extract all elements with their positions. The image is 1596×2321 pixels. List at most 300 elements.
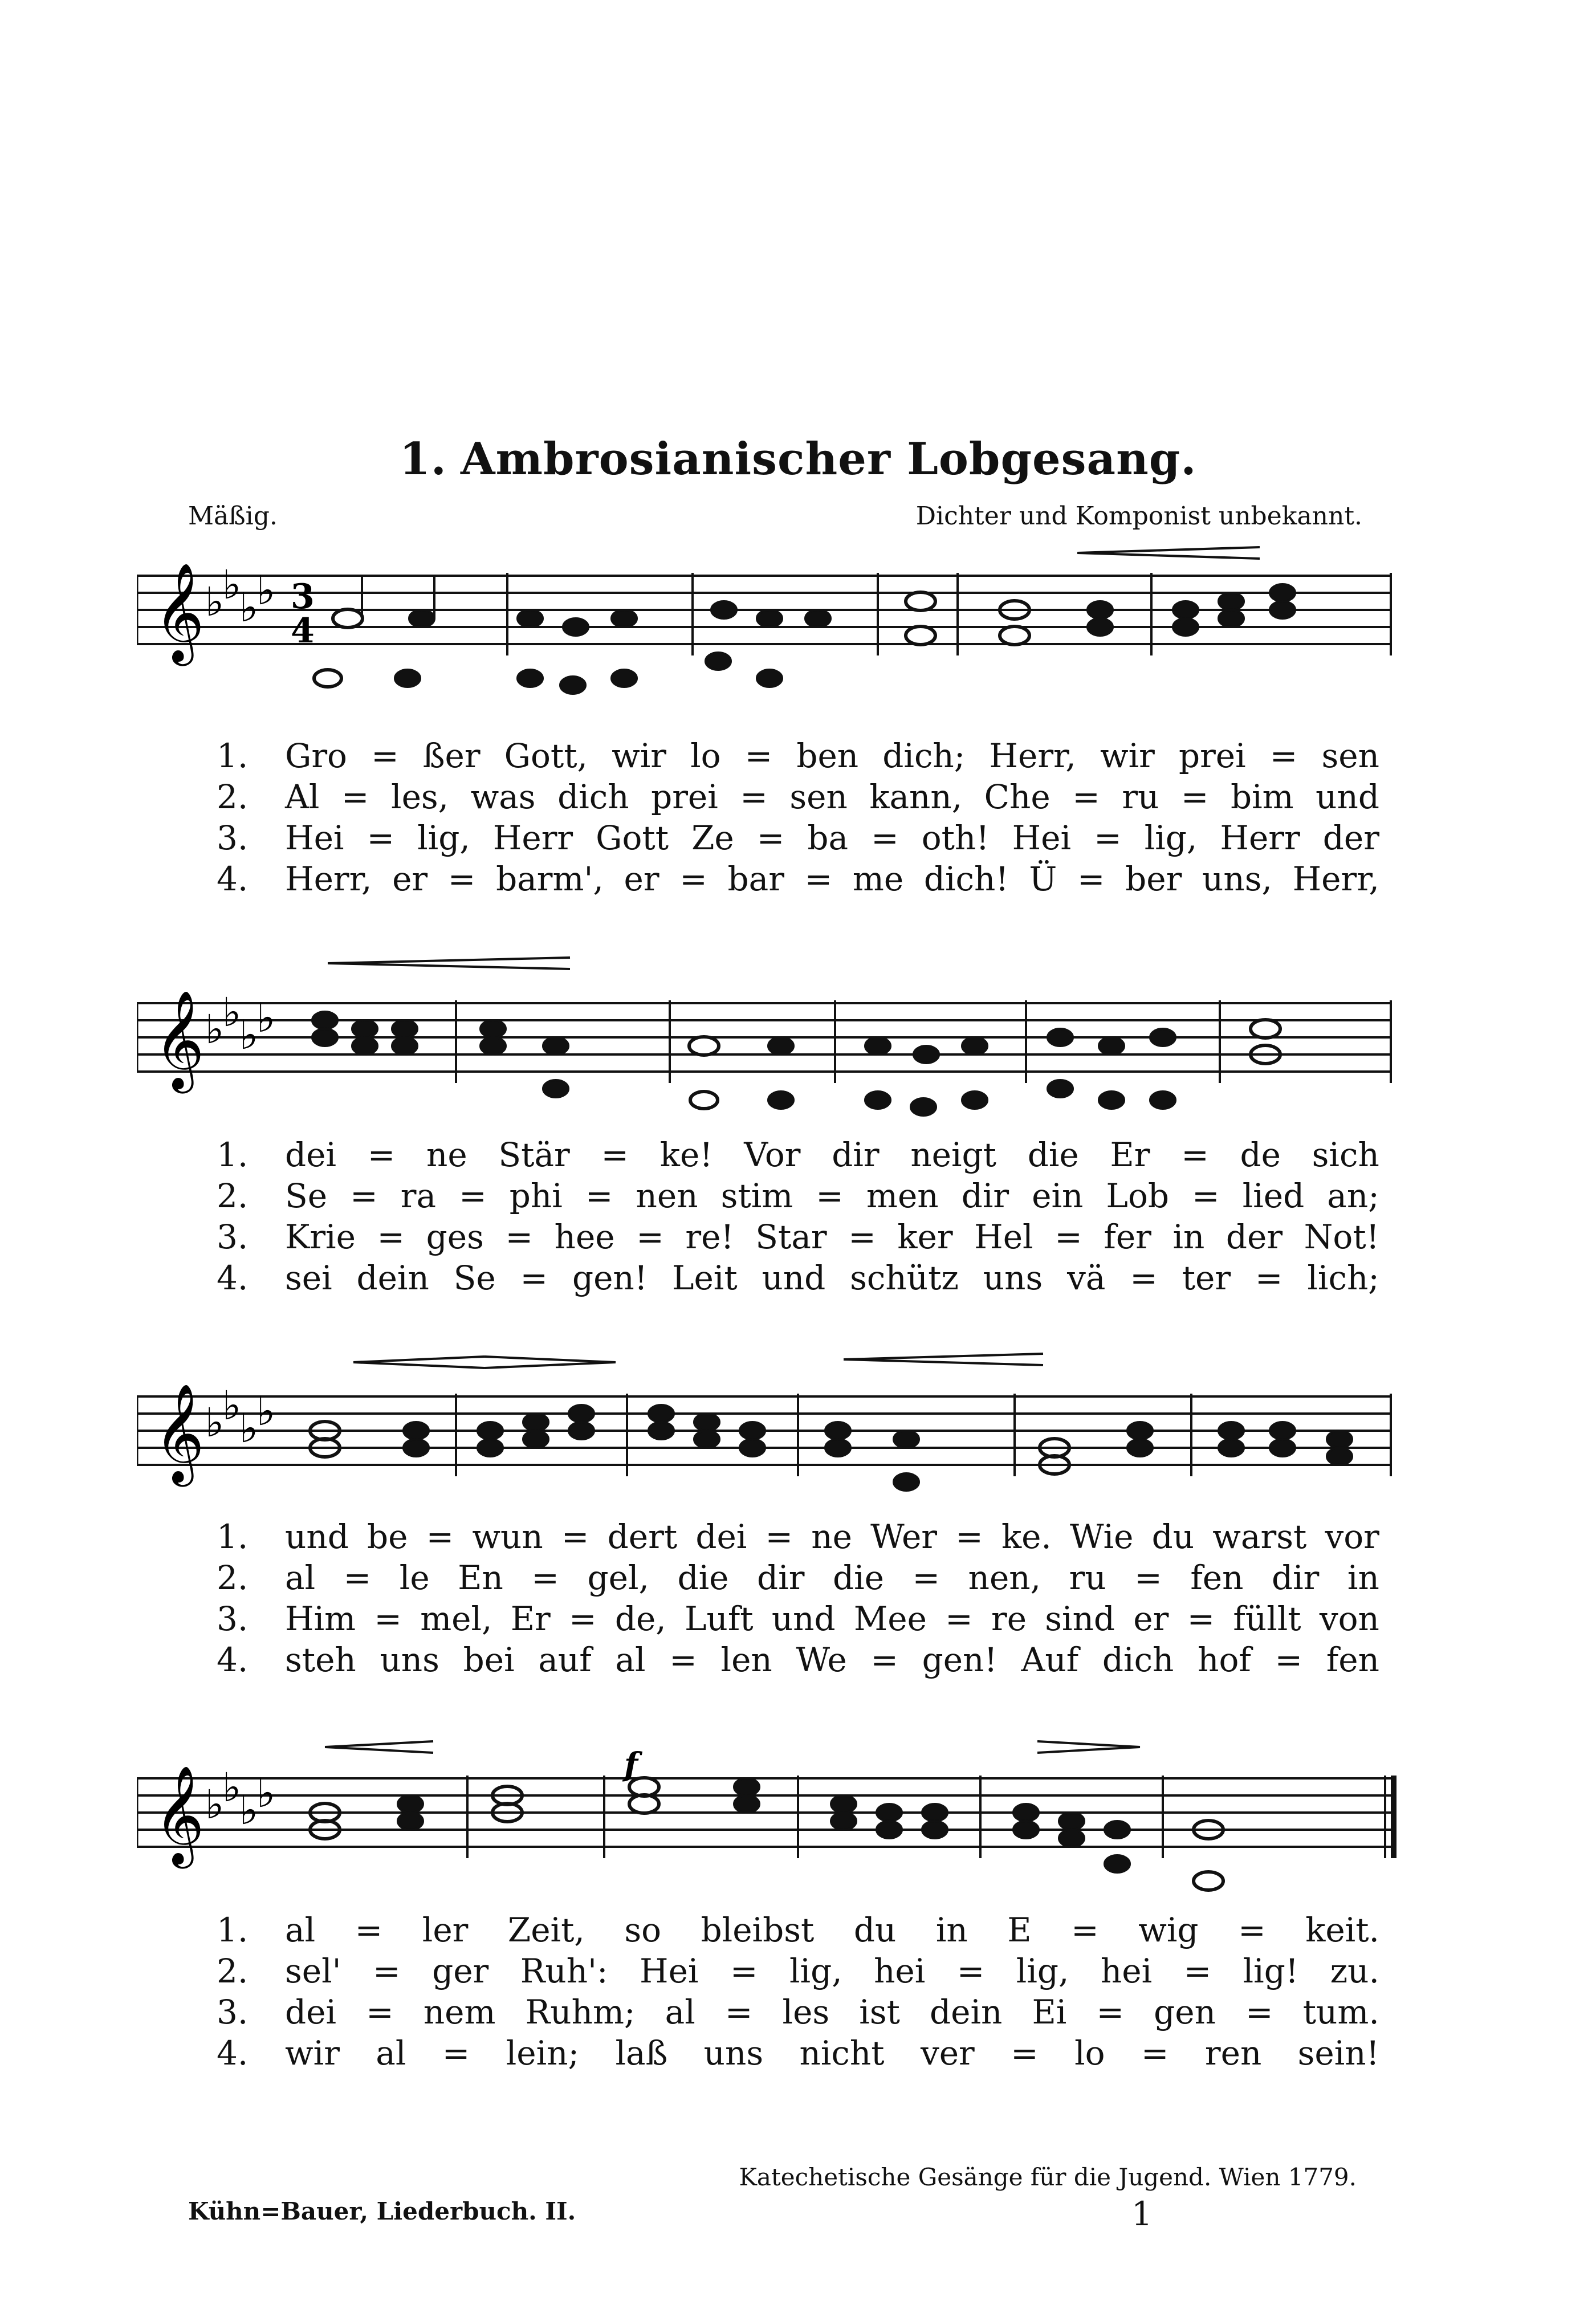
lyric-syllable: und <box>285 1517 349 1556</box>
verse-number: 1. <box>217 1911 249 1949</box>
lyric-syllable: = <box>561 1517 589 1556</box>
lyric-syllable: We <box>796 1640 847 1679</box>
lyric-syllable: = <box>367 1135 396 1174</box>
music-system-1 <box>137 541 1396 701</box>
lyric-syllable: Mee <box>853 1599 927 1638</box>
lyric-syllable: al <box>285 1911 316 1949</box>
lyric-syllable: Herr <box>1220 819 1300 857</box>
verse-number: 4. <box>217 1259 249 1297</box>
lyric-syllable: be <box>367 1517 408 1556</box>
lyric-syllable: Not! <box>1304 1217 1379 1256</box>
lyric-syllable: hof <box>1198 1640 1251 1679</box>
lyric-syllable: lig, <box>417 819 470 857</box>
lyric-syllable: und <box>1316 777 1379 816</box>
lyric-syllable: En <box>458 1558 503 1597</box>
staff-3 <box>137 1345 1396 1510</box>
lyric-syllable: wig <box>1138 1911 1199 1949</box>
lyric-syllable: dert <box>607 1517 678 1556</box>
verse-line <box>217 1175 1379 1216</box>
lyric-syllable: ke! <box>659 1135 713 1174</box>
lyric-syllable: = <box>724 1993 753 2031</box>
verse-line <box>217 817 1379 858</box>
lyric-syllable: lig, <box>1144 819 1198 857</box>
svg-text:♭: ♭ <box>205 579 225 625</box>
verse-line <box>217 1216 1379 1257</box>
time-signature-top: 3 <box>291 577 315 617</box>
lyric-syllable: Hei <box>640 1952 699 1990</box>
lyric-syllable: dir <box>757 1558 805 1597</box>
verse-number: 1. <box>217 1135 249 1174</box>
lyric-syllable: = <box>636 1217 664 1256</box>
lyric-syllable: = <box>459 1176 487 1215</box>
lyric-syllable: und <box>762 1259 826 1297</box>
lyric-syllable: Er <box>510 1599 551 1638</box>
lyric-syllable: Ei <box>1032 1993 1067 2031</box>
lyric-syllable: dein <box>356 1259 429 1297</box>
lyric-syllable: Stär <box>498 1135 570 1174</box>
staff-1 <box>137 541 1396 701</box>
lyric-syllable: füllt <box>1233 1599 1301 1638</box>
lyric-syllable: vä <box>1067 1259 1106 1297</box>
lyric-syllable: so <box>624 1911 662 1949</box>
lyric-syllable: kann, <box>869 777 963 816</box>
verse-number: 3. <box>217 1599 249 1638</box>
lyric-syllable: ler <box>422 1911 469 1949</box>
lyric-syllable: tum. <box>1302 1993 1379 2031</box>
lyric-syllable: de, <box>614 1599 666 1638</box>
verse-number: 1. <box>217 1517 249 1556</box>
verse-number: 4. <box>217 1640 249 1679</box>
lyric-syllable: oth! <box>921 819 990 857</box>
lyric-syllable: = <box>1094 819 1122 857</box>
lyric-syllable: er <box>624 860 659 898</box>
lyric-syllable: und <box>771 1599 836 1638</box>
staff-4 <box>137 1721 1396 1892</box>
lyric-syllable: die <box>832 1558 884 1597</box>
key-signature <box>205 989 275 1058</box>
book-reference: Kühn=Bauer, Liederbuch. II. <box>188 2197 576 2225</box>
lyric-syllable: ist <box>859 1993 900 2031</box>
lyric-syllable: lich; <box>1307 1259 1379 1297</box>
lyric-syllable: ra <box>400 1176 437 1215</box>
svg-text:♭: ♭ <box>239 1405 259 1452</box>
lyric-syllable: sei <box>285 1259 332 1297</box>
treble-clef-icon: 𝄞 <box>154 1765 205 1864</box>
lyric-syllable: steh <box>285 1640 356 1679</box>
lyric-syllable: ges <box>426 1217 484 1256</box>
lyric-syllable: sel' <box>285 1952 341 1990</box>
lyric-syllable: hei <box>874 1952 926 1990</box>
lyric-syllable: = <box>1096 1993 1125 2031</box>
lyric-syllable: lo <box>690 736 721 775</box>
lyric-syllable: Che <box>984 777 1051 816</box>
lyric-syllable: die <box>1027 1135 1079 1174</box>
lyric-syllable: bar <box>727 860 784 898</box>
lyric-syllable: = <box>341 777 369 816</box>
lyric-syllable: ba <box>807 819 849 857</box>
lyric-syllable: lig, <box>789 1952 842 1990</box>
source-note: Katechetische Gesänge für die Jugend. Wien 1779. <box>739 2163 1357 2191</box>
verse-syllables <box>285 1598 1379 1639</box>
lyric-syllable: Herr, <box>285 860 372 898</box>
forte-mark: f <box>624 1746 638 1783</box>
lyric-syllable: Se <box>285 1176 328 1215</box>
lyric-syllable: ru <box>1122 777 1159 816</box>
lyric-syllable: Star <box>755 1217 827 1256</box>
lyric-syllable: = <box>1269 736 1298 775</box>
lyric-syllable: der <box>1226 1217 1283 1256</box>
verse-line <box>217 1951 1379 1992</box>
lyric-syllable: = <box>447 860 476 898</box>
lyric-syllable: ne <box>426 1135 467 1174</box>
lyric-syllable: me <box>852 860 904 898</box>
verse-syllables <box>285 2033 1379 2074</box>
lyric-syllable: = <box>1011 2034 1039 2072</box>
lyric-syllable: gen <box>1154 1993 1216 2031</box>
verse-number: 2. <box>217 1952 249 1990</box>
lyric-syllable: Ü <box>1029 860 1057 898</box>
lyric-syllable: = <box>1180 777 1209 816</box>
lyric-syllable: nen, <box>968 1558 1041 1597</box>
lyric-syllable: = <box>531 1558 559 1597</box>
verse-line <box>217 1516 1379 1557</box>
lyric-syllable: = <box>343 1558 372 1597</box>
lyric-syllable: dein <box>930 1993 1003 2031</box>
lyric-syllable: = <box>366 1993 394 2031</box>
lyric-syllable: gen! <box>922 1640 997 1679</box>
verse-syllables <box>285 1951 1379 1992</box>
lyrics-block-3 <box>217 1516 1379 1680</box>
verse-syllables <box>285 1516 1379 1557</box>
svg-text:♭: ♭ <box>256 567 276 614</box>
lyric-syllable: = <box>848 1217 876 1256</box>
verse-syllables <box>285 776 1379 817</box>
verse-line <box>217 1257 1379 1298</box>
lyric-syllable: fen <box>1326 1640 1379 1679</box>
lyric-syllable: Gott, <box>504 736 588 775</box>
lyric-syllable: ter <box>1182 1259 1231 1297</box>
svg-text:♭: ♭ <box>239 584 259 631</box>
lyric-syllable: du <box>853 1911 897 1949</box>
lyric-syllable: ru <box>1069 1558 1106 1597</box>
lyric-syllable: = <box>1054 1217 1082 1256</box>
lyric-syllable: prei <box>651 777 718 816</box>
verse-line <box>217 1557 1379 1598</box>
lyric-syllable: Him <box>285 1599 356 1638</box>
lyric-syllable: al <box>285 1558 316 1597</box>
lyrics-block-4 <box>217 1909 1379 2074</box>
lyric-syllable: Gro <box>285 736 347 775</box>
svg-text:♭: ♭ <box>256 1770 276 1817</box>
lyric-syllable: du <box>1151 1517 1195 1556</box>
verse-number: 2. <box>217 1176 249 1215</box>
lyric-syllable: barm', <box>496 860 604 898</box>
lyric-syllable: Hei <box>285 819 344 857</box>
verse-line <box>217 1992 1379 2033</box>
verse-syllables <box>285 735 1379 776</box>
svg-text:♭: ♭ <box>222 1764 242 1811</box>
lyric-syllable: er <box>392 860 428 898</box>
svg-text:♭: ♭ <box>222 1382 242 1429</box>
staff-2 <box>137 946 1396 1117</box>
verse-line <box>217 1909 1379 1951</box>
lyric-syllable: = <box>373 1952 401 1990</box>
lyric-syllable: uns <box>703 2034 764 2072</box>
lyric-syllable: = <box>740 777 768 816</box>
song-number: 1. <box>399 433 447 485</box>
lyric-syllable: dir <box>832 1135 880 1174</box>
lyric-syllable: lein; <box>506 2034 580 2072</box>
lyric-syllable: = <box>679 860 707 898</box>
svg-text:♭: ♭ <box>205 1781 225 1828</box>
lyric-syllable: dich; <box>882 736 966 775</box>
lyric-syllable: le <box>399 1558 430 1597</box>
lyric-syllable: zu. <box>1330 1952 1379 1990</box>
lyric-syllable: al <box>665 1993 695 2031</box>
treble-clef-icon: 𝄞 <box>154 990 205 1089</box>
lyric-syllable: laß <box>615 2034 668 2072</box>
lyric-syllable: len <box>720 1640 772 1679</box>
lyric-syllable: Ruhm; <box>525 1993 636 2031</box>
lyric-syllable: Hel <box>974 1217 1033 1256</box>
lyric-syllable: = <box>367 819 395 857</box>
lyric-syllable: dich! <box>923 860 1009 898</box>
lyric-syllable: phi <box>509 1176 563 1215</box>
lyric-syllable: Al <box>285 777 320 816</box>
lyric-syllable: nen <box>636 1176 698 1215</box>
lyric-syllable: = <box>505 1217 534 1256</box>
lyric-syllable: nicht <box>799 2034 885 2072</box>
svg-text:♭: ♭ <box>256 1388 276 1435</box>
page-number: 1 <box>1131 2194 1153 2233</box>
lyric-syllable: Vor <box>744 1135 801 1174</box>
svg-text:♭: ♭ <box>239 1787 259 1834</box>
svg-text:♭: ♭ <box>205 1399 225 1446</box>
lyric-syllable: ger <box>432 1952 489 1990</box>
lyric-syllable: = <box>1141 2034 1169 2072</box>
verse-number: 3. <box>217 1993 249 2031</box>
lyric-syllable: sich <box>1312 1135 1379 1174</box>
lyric-syllable: Krie <box>285 1217 356 1256</box>
verse-line <box>217 735 1379 776</box>
lyric-syllable: fen <box>1190 1558 1244 1597</box>
lyric-syllable: in <box>935 1911 968 1949</box>
lyric-syllable: hei <box>1100 1952 1153 1990</box>
lyric-syllable: = <box>669 1640 697 1679</box>
key-signature <box>205 561 275 631</box>
lyric-syllable: von <box>1319 1599 1379 1638</box>
lyric-syllable: = <box>1072 777 1100 816</box>
song-title-text: Ambrosianischer Lobgesang. <box>460 433 1197 485</box>
lyric-syllable: ne <box>811 1517 852 1556</box>
lyric-syllable: = <box>1192 1176 1220 1215</box>
lyric-syllable: Hei <box>1012 819 1072 857</box>
verse-syllables <box>285 1557 1379 1598</box>
lyric-syllable: = <box>1071 1911 1099 1949</box>
music-system-2 <box>137 946 1396 1117</box>
verse-syllables <box>285 858 1379 899</box>
lyric-syllable: = <box>569 1599 597 1638</box>
lyric-syllable: dir <box>961 1176 1009 1215</box>
lyric-syllable: = <box>1130 1259 1158 1297</box>
lyric-syllable: = <box>816 1176 844 1215</box>
lyric-syllable: = <box>585 1176 613 1215</box>
lyric-syllable: schütz <box>850 1259 959 1297</box>
lyric-syllable: uns, <box>1202 860 1272 898</box>
music-system-3 <box>137 1345 1396 1510</box>
lyric-syllable: in <box>1172 1217 1205 1256</box>
verse-line <box>217 1639 1379 1680</box>
verse-syllables <box>285 1992 1379 2033</box>
lyric-syllable: = <box>955 1517 983 1556</box>
svg-text:♭: ♭ <box>222 989 242 1036</box>
svg-text:♭: ♭ <box>239 1012 259 1058</box>
lyric-syllable: vor <box>1325 1517 1379 1556</box>
lyric-syllable: = <box>956 1952 985 1990</box>
lyric-syllable: was <box>470 777 536 816</box>
lyric-syllable: Wer <box>870 1517 938 1556</box>
lyric-syllable: auf <box>538 1640 592 1679</box>
verse-syllables <box>285 1909 1379 1951</box>
svg-text:♭: ♭ <box>256 995 276 1041</box>
lyric-syllable: sen <box>1321 736 1379 775</box>
lyric-syllable: al <box>376 2034 406 2072</box>
lyric-syllable: wir <box>285 2034 340 2072</box>
lyric-syllable: dich <box>557 777 629 816</box>
lyric-syllable: ber <box>1125 860 1182 898</box>
lyric-syllable: = <box>1245 1993 1273 2031</box>
lyric-syllable: dei <box>285 1135 337 1174</box>
lyric-syllable: = <box>870 1640 898 1679</box>
lyric-syllable: = <box>744 736 773 775</box>
verse-line <box>217 2033 1379 2074</box>
music-system-4 <box>137 1721 1396 1892</box>
lyric-syllable: les <box>782 1993 830 2031</box>
lyric-syllable: bim <box>1230 777 1294 816</box>
lyric-syllable: ren <box>1204 2034 1262 2072</box>
song-title <box>0 433 1596 485</box>
lyric-syllable: dei <box>285 1993 337 2031</box>
key-signature <box>205 1382 275 1452</box>
lyric-syllable: = <box>730 1952 758 1990</box>
verse-number: 3. <box>217 819 249 857</box>
lyric-syllable: lo <box>1074 2034 1105 2072</box>
verse-line <box>217 858 1379 899</box>
lyric-syllable: re! <box>685 1217 734 1256</box>
lyric-syllable: E <box>1007 1911 1032 1949</box>
verse-number: 1. <box>217 736 249 775</box>
tempo-marking: Mäßig. <box>188 502 278 531</box>
lyric-syllable: uns <box>983 1259 1043 1297</box>
lyric-syllable: = <box>520 1259 548 1297</box>
lyric-syllable: Lob <box>1106 1176 1169 1215</box>
lyric-syllable: de <box>1240 1135 1281 1174</box>
lyric-syllable: dei <box>695 1517 747 1556</box>
lyric-syllable: Ze <box>691 819 734 857</box>
treble-clef-icon: 𝄞 <box>154 1383 205 1483</box>
lyric-syllable: = <box>1275 1640 1303 1679</box>
lyric-syllable: al <box>615 1640 646 1679</box>
lyric-syllable: = <box>601 1135 629 1174</box>
svg-text:♭: ♭ <box>205 1006 225 1053</box>
lyric-syllable: dich <box>1102 1640 1174 1679</box>
verse-line <box>217 1598 1379 1639</box>
lyric-syllable: sind <box>1045 1599 1115 1638</box>
lyric-syllable: hee <box>554 1217 615 1256</box>
lyric-syllable: wun <box>472 1517 543 1556</box>
lyric-syllable: Gott <box>596 819 669 857</box>
lyric-syllable: men <box>866 1176 939 1215</box>
lyric-syllable: = <box>1134 1558 1162 1597</box>
lyric-syllable: Er <box>1110 1135 1150 1174</box>
lyric-syllable: = <box>371 736 399 775</box>
lyric-syllable: Auf <box>1021 1640 1079 1679</box>
lyrics-block-1 <box>217 735 1379 899</box>
lyric-syllable: wir <box>1100 736 1155 775</box>
lyric-syllable: = <box>1255 1259 1283 1297</box>
lyric-syllable: = <box>871 819 899 857</box>
key-signature <box>205 1764 275 1834</box>
lyric-syllable: Herr, <box>1292 860 1379 898</box>
lyric-syllable: = <box>350 1176 378 1215</box>
lyric-syllable: der <box>1322 819 1379 857</box>
lyric-syllable: ker <box>897 1217 953 1256</box>
lyric-syllable: = <box>1187 1599 1215 1638</box>
lyric-syllable: Zeit, <box>507 1911 585 1949</box>
lyric-syllable: = <box>1181 1135 1209 1174</box>
lyric-syllable: keit. <box>1305 1911 1379 1949</box>
lyric-syllable: = <box>426 1517 454 1556</box>
lyric-syllable: = <box>1183 1952 1212 1990</box>
lyric-syllable: gen! <box>572 1259 648 1297</box>
lyric-syllable: ke. <box>1001 1517 1052 1556</box>
lyric-syllable: fer <box>1104 1217 1151 1256</box>
time-signature-bottom: 4 <box>291 611 315 651</box>
lyric-syllable: nem <box>423 1993 496 2031</box>
verse-number: 2. <box>217 777 249 816</box>
lyric-syllable: stim <box>720 1176 793 1215</box>
lyric-syllable: Luft <box>684 1599 754 1638</box>
lyric-syllable: Wie <box>1070 1517 1134 1556</box>
lyric-syllable: = <box>804 860 833 898</box>
verse-syllables <box>285 1175 1379 1216</box>
lyric-syllable: ben <box>796 736 859 775</box>
lyric-syllable: neigt <box>910 1135 996 1174</box>
lyric-syllable: mel, <box>420 1599 492 1638</box>
verse-syllables <box>285 1639 1379 1680</box>
lyric-syllable: uns <box>380 1640 439 1679</box>
lyric-syllable: ein <box>1032 1176 1084 1215</box>
lyric-syllable: Ruh': <box>520 1952 608 1990</box>
lyric-syllable: ver <box>920 2034 975 2072</box>
lyric-syllable: = <box>756 819 785 857</box>
verse-syllables <box>285 1257 1379 1298</box>
lyric-syllable: gel, <box>587 1558 649 1597</box>
lyric-syllable: er <box>1133 1599 1169 1638</box>
lyric-syllable: die <box>677 1558 729 1597</box>
verse-number: 4. <box>217 860 249 898</box>
lyric-syllable: re <box>991 1599 1027 1638</box>
verse-line <box>217 776 1379 817</box>
lyric-syllable: Herr, <box>989 736 1076 775</box>
lyric-syllable: Leit <box>671 1259 738 1297</box>
lyric-syllable: ßer <box>422 736 481 775</box>
verse-syllables <box>285 817 1379 858</box>
lyric-syllable: = <box>355 1911 383 1949</box>
verse-line <box>217 1134 1379 1175</box>
lyric-syllable: = <box>945 1599 973 1638</box>
lyric-syllable: = <box>765 1517 793 1556</box>
